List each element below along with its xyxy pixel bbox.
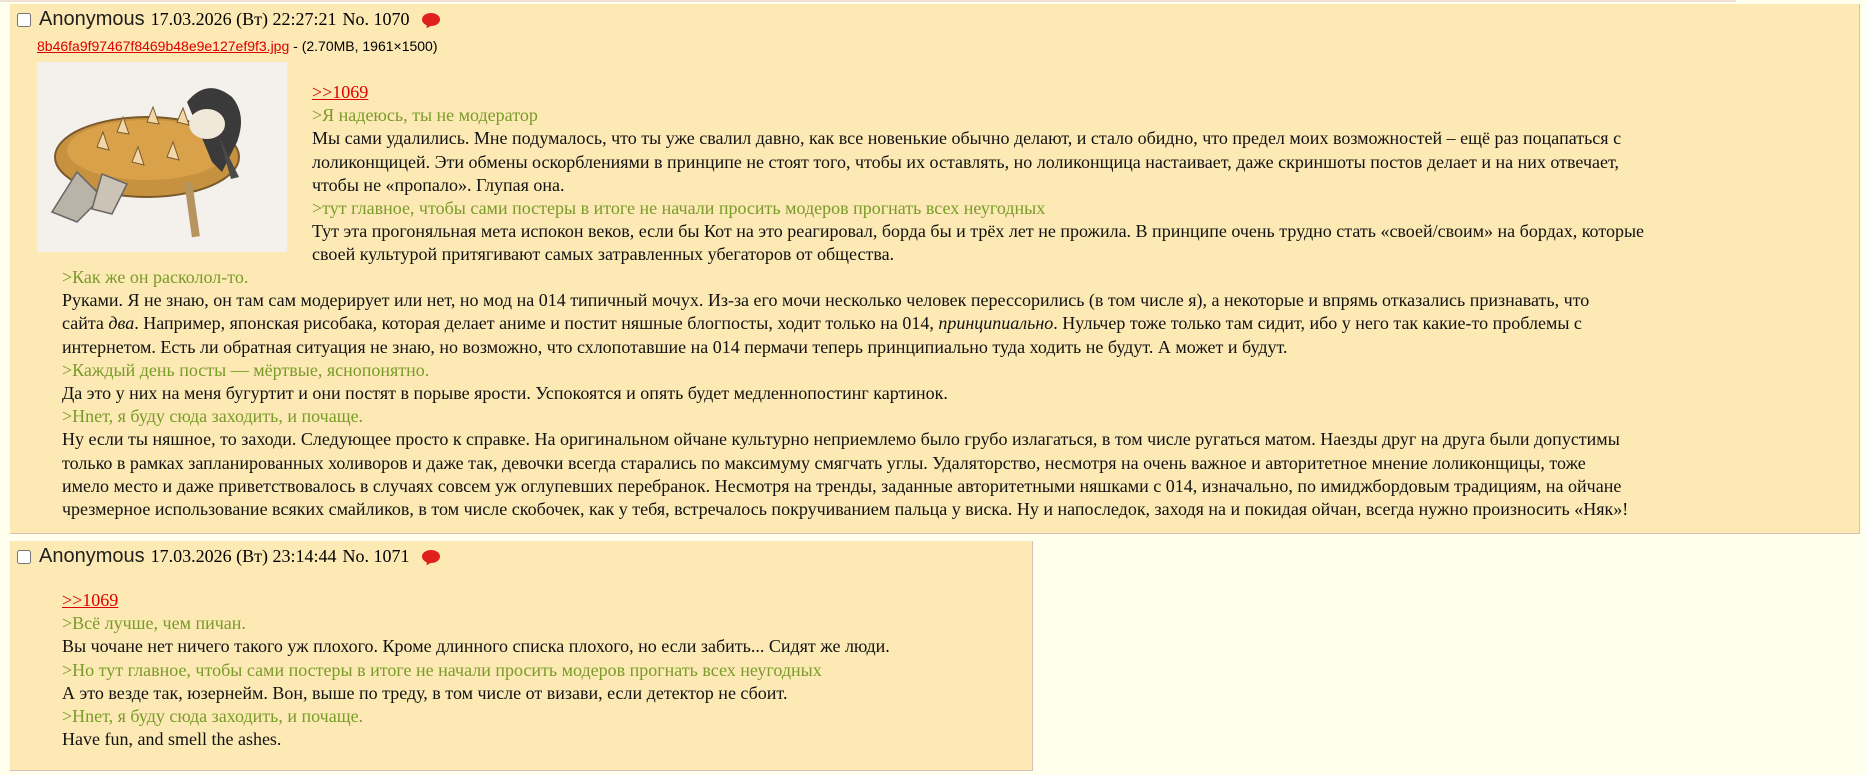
- post-message-right: [312, 81, 1852, 267]
- message-line: имело место и даже приветствовалось в случаях совсем уж оглупевших перебранок. Несмотря на тренды, заданные авторитетными няшками с 014, изначально, по имиджбордовым традициям, на ойчане: [62, 475, 1622, 496]
- message-line: своей культурой притягивают самых затравленных убегаторов от общества.: [312, 244, 895, 265]
- greentext: >Всё лучше, чем пичан.: [62, 613, 246, 634]
- file-info: [37, 38, 438, 54]
- post-thumbnail-image[interactable]: [37, 62, 287, 252]
- poster-name: Anonymous: [39, 545, 145, 567]
- message-line: Мы сами удалились. Мне подумалось, что ты уже свалил давно, как все новенькие обычно делают, и стало обидно, что предел моих возможностей – ещё раз поцапаться с: [312, 128, 1622, 149]
- greentext: >Нnет, я буду сюда заходить, и почаще.: [62, 706, 364, 727]
- post-number[interactable]: No. 1071: [342, 546, 410, 566]
- quote-link[interactable]: >>1069: [62, 590, 119, 610]
- message-line: чрезмерное использование всяких смайликов, в том числе скобочек, как у тебя, встречалось покручиванием пальца у виска. Ну и напоследок, заходя на и покидая ойчан, всегда нужно произносить «Няк»!: [62, 499, 1629, 520]
- message-line: Вы чочане нет ничего такого уж плохого. Кроме длинного списка плохого, но если забить... Сидят же люди.: [62, 636, 890, 657]
- file-meta: - (2.70MB, 1961×1500): [289, 38, 438, 54]
- message-line: Ну если ты няшное, то заходи. Следующее просто к справке. На оригинальном ойчане культурно неприемлемо было грубо излагаться, в том числе ругаться матом. Наезды друг на друга были допустимы: [62, 429, 1620, 450]
- greentext: >Как же он расколол-то.: [62, 267, 249, 287]
- post-date: 17.03.2026 (Вт) 22:27:21: [150, 9, 337, 29]
- poster-name: Anonymous: [39, 8, 145, 30]
- quote-link[interactable]: >>1069: [312, 82, 369, 102]
- greentext: >Но тут главное, чтобы сами постеры в итоге не начали просить модеров прогнать всех неугодных: [62, 659, 822, 680]
- reply-icon[interactable]: [422, 13, 440, 27]
- greentext: >Я надеюсь, ты не модератор: [312, 105, 538, 126]
- post-message: [62, 589, 1022, 751]
- message-line: чтобы не «пропало». Глупая она.: [312, 174, 565, 195]
- post-header: [17, 8, 440, 31]
- post-1071: [10, 541, 1033, 771]
- post-message-bottom: [62, 266, 1852, 521]
- message-line: Have fun, and smell the ashes.: [62, 729, 282, 750]
- post-date: 17.03.2026 (Вт) 23:14:44: [150, 546, 337, 566]
- message-line: интернетом. Есть ли обратная ситуация не знаю, но возможно, что схлопотавшие на 014 пермачи теперь принципиально туда ходить не будут. А может и будут.: [62, 336, 1288, 357]
- greentext: >Каждый день посты — мёртвые, яснопонятно.: [62, 359, 430, 380]
- message-line: Да это у них на меня бугуртит и они постят в порыве ярости. Успокоятся и опять будет медленнопостинг картинок.: [62, 383, 948, 404]
- message-line: только в рамках запланированных холиворов и даже так, девочки всегда старались по максимуму смягчать углы. Удаляторство, несмотря на очень важное и авторитетное мнение лоликонщицы, тоже: [62, 452, 1586, 473]
- greentext: >Нnет, я буду сюда заходить, и почаще.: [62, 406, 364, 427]
- file-link[interactable]: 8b46fa9f97467f8469b48e9e127ef9f3.jpg: [37, 38, 290, 54]
- post-1070: [10, 4, 1860, 534]
- message-line: Руками. Я не знаю, он там сам модерирует или нет, но мод на 014 типичный мочух. Из-за его мочи несколько человек перессорились (в том числе я), а некоторые и впрямь отказались признавать, что: [62, 290, 1590, 311]
- post-select-checkbox[interactable]: [17, 550, 31, 564]
- previous-post-edge: [0, 0, 1736, 2]
- message-line: А это везде так, юзернейм. Вон, выше по треду, в том числе от визави, если детектор не сбоит.: [62, 682, 788, 703]
- post-header: [17, 545, 440, 568]
- reply-icon[interactable]: [422, 550, 440, 564]
- post-number[interactable]: No. 1070: [342, 9, 410, 29]
- message-line: сайта два. Например, японская рисобака, которая делает аниме и постит няшные блогпосты, ходит только на 014, принципиально. Нульчер тоже только там сидит, ибо у него так какие-то проблемы с: [62, 313, 1582, 334]
- message-line: Тут эта прогоняльная мета испокон веков, если бы Кот на это реагировал, борда бы и трёх лет не прожила. В принципе очень трудно стать «своей/своим» на бордах, которые: [312, 221, 1645, 242]
- post-select-checkbox[interactable]: [17, 13, 31, 27]
- thumbnail-illustration: [37, 62, 287, 252]
- greentext: >тут главное, чтобы сами постеры в итоге не начали просить модеров прогнать всех неугодных: [312, 198, 1046, 219]
- message-line: лоликонщицей. Эти обмены оскорблениями в принципе не стоят того, чтобы их оставлять, но лоликонщица настаивает, даже скриншоты постов делает и на них отвечает,: [312, 151, 1619, 172]
